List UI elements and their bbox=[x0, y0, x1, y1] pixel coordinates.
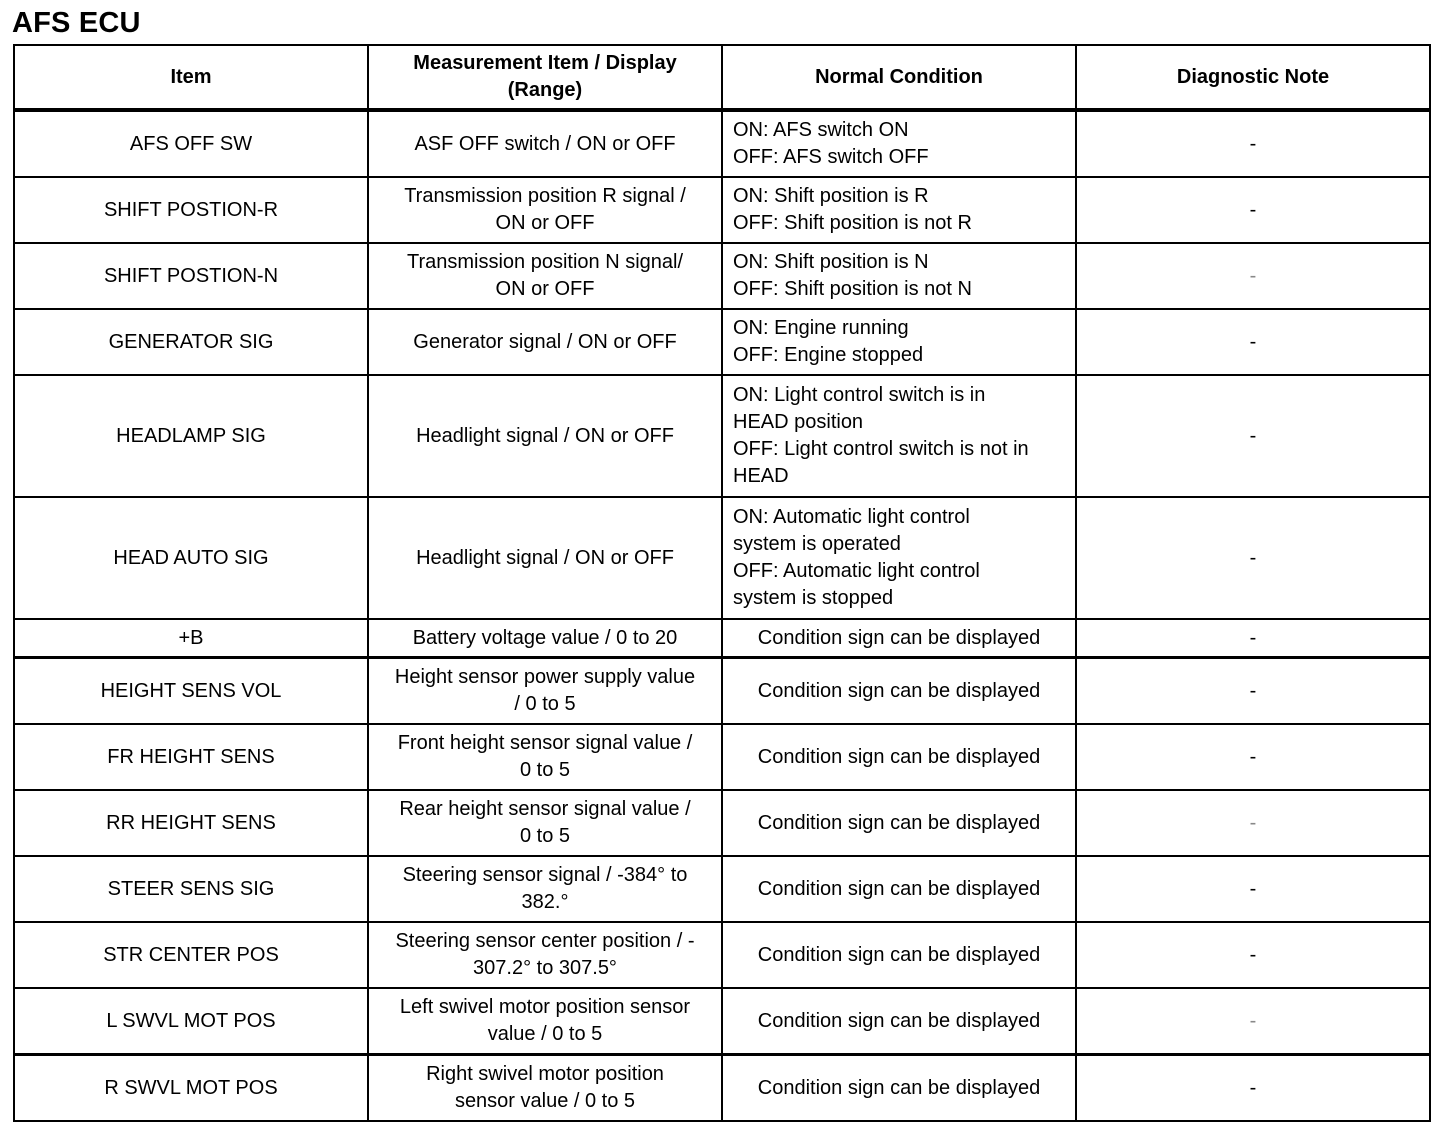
measurement-line: Battery voltage value / 0 to 20 bbox=[412, 626, 678, 649]
normal-condition-line: system is operated bbox=[733, 533, 901, 555]
cell-item: +B bbox=[14, 619, 368, 658]
cell-diagnostic-note: - bbox=[1076, 922, 1430, 988]
cell-diagnostic-note: - bbox=[1076, 110, 1430, 177]
normal-condition-line: Condition sign can be displayed bbox=[757, 1009, 1041, 1032]
cell-item: STEER SENS SIG bbox=[14, 856, 368, 922]
cell-item: SHIFT POSTION-R bbox=[14, 177, 368, 243]
table-row bbox=[14, 790, 1430, 856]
table-row bbox=[14, 375, 1430, 497]
normal-condition-line: OFF: Engine stopped bbox=[733, 344, 924, 366]
cell-normal-condition bbox=[722, 922, 1076, 988]
cell-item: HEADLAMP SIG bbox=[14, 375, 368, 497]
cell-item: STR CENTER POS bbox=[14, 922, 368, 988]
cell-diagnostic-note: - bbox=[1076, 177, 1430, 243]
table-row bbox=[14, 309, 1430, 375]
cell-diagnostic-note: - bbox=[1076, 658, 1430, 725]
normal-condition-line: ON: Automatic light control bbox=[733, 506, 970, 528]
normal-condition-line: ON: Light control switch is in bbox=[733, 384, 986, 406]
measurement-line: Headlight signal / ON or OFF bbox=[416, 424, 674, 447]
normal-condition-line: OFF: Shift position is not R bbox=[733, 212, 972, 234]
measurement-line: Steering sensor center position / - bbox=[395, 930, 695, 952]
cell-item: HEAD AUTO SIG bbox=[14, 497, 368, 619]
cell-measurement bbox=[368, 922, 722, 988]
normal-condition-line: ON: Engine running bbox=[733, 317, 909, 339]
table-row bbox=[14, 177, 1430, 243]
cell-measurement bbox=[368, 375, 722, 497]
cell-normal-condition bbox=[722, 619, 1076, 658]
cell-normal-condition bbox=[722, 790, 1076, 856]
cell-item: GENERATOR SIG bbox=[14, 309, 368, 375]
measurement-line: ON or OFF bbox=[495, 212, 595, 234]
cell-item: SHIFT POSTION-N bbox=[14, 243, 368, 309]
cell-item: FR HEIGHT SENS bbox=[14, 724, 368, 790]
cell-normal-condition bbox=[722, 309, 1076, 375]
normal-condition-line: Condition sign can be displayed bbox=[757, 943, 1041, 966]
cell-item: AFS OFF SW bbox=[14, 110, 368, 177]
normal-condition-line: OFF: Automatic light control bbox=[733, 560, 980, 582]
normal-condition-line: HEAD bbox=[733, 465, 789, 487]
table-row bbox=[14, 724, 1430, 790]
cell-measurement bbox=[368, 177, 722, 243]
header-item: Item bbox=[14, 45, 368, 110]
measurement-line: Transmission position R signal / bbox=[404, 185, 686, 207]
cell-item: RR HEIGHT SENS bbox=[14, 790, 368, 856]
cell-normal-condition bbox=[722, 724, 1076, 790]
cell-diagnostic-note: - bbox=[1076, 619, 1430, 658]
cell-normal-condition bbox=[722, 110, 1076, 177]
measurement-line: 0 to 5 bbox=[519, 759, 571, 781]
table-row bbox=[14, 658, 1430, 725]
normal-condition-line: OFF: AFS switch OFF bbox=[733, 146, 929, 168]
normal-condition-line: system is stopped bbox=[733, 587, 894, 609]
normal-condition-line: Condition sign can be displayed bbox=[757, 1076, 1041, 1099]
cell-diagnostic-note: - bbox=[1076, 724, 1430, 790]
measurement-line: Right swivel motor position bbox=[426, 1063, 664, 1085]
cell-normal-condition bbox=[722, 497, 1076, 619]
normal-condition-line: HEAD position bbox=[733, 411, 864, 433]
normal-condition-line: OFF: Light control switch is not in bbox=[733, 438, 1029, 460]
data-list-table bbox=[13, 44, 1431, 1122]
header-normal-condition: Normal Condition bbox=[722, 45, 1076, 110]
table-row bbox=[14, 856, 1430, 922]
cell-normal-condition bbox=[722, 177, 1076, 243]
table-row bbox=[14, 497, 1430, 619]
normal-condition-line: ON: Shift position is N bbox=[733, 251, 929, 273]
cell-measurement bbox=[368, 856, 722, 922]
cell-measurement bbox=[368, 110, 722, 177]
header-measurement-line2: (Range) bbox=[507, 79, 583, 101]
cell-measurement bbox=[368, 1055, 722, 1122]
cell-measurement bbox=[368, 243, 722, 309]
measurement-line: Steering sensor signal / -384° to bbox=[402, 864, 688, 886]
cell-measurement bbox=[368, 724, 722, 790]
cell-normal-condition bbox=[722, 243, 1076, 309]
cell-normal-condition bbox=[722, 856, 1076, 922]
normal-condition-line: Condition sign can be displayed bbox=[757, 745, 1041, 768]
table-row bbox=[14, 243, 1430, 309]
table-row bbox=[14, 619, 1430, 658]
cell-normal-condition bbox=[722, 375, 1076, 497]
measurement-line: Front height sensor signal value / bbox=[397, 732, 693, 754]
measurement-line: Left swivel motor position sensor bbox=[399, 996, 691, 1018]
table-row bbox=[14, 988, 1430, 1055]
cell-item: L SWVL MOT POS bbox=[14, 988, 368, 1055]
measurement-line: Transmission position N signal/ bbox=[406, 251, 684, 273]
cell-diagnostic-note: - bbox=[1076, 790, 1430, 856]
measurement-line: ASF OFF switch / ON or OFF bbox=[414, 132, 676, 155]
cell-measurement bbox=[368, 790, 722, 856]
measurement-line: Height sensor power supply value bbox=[394, 666, 696, 688]
table-row bbox=[14, 922, 1430, 988]
table-body bbox=[14, 110, 1430, 1121]
cell-normal-condition bbox=[722, 658, 1076, 725]
measurement-line: sensor value / 0 to 5 bbox=[454, 1090, 636, 1112]
cell-measurement bbox=[368, 988, 722, 1055]
cell-item: HEIGHT SENS VOL bbox=[14, 658, 368, 725]
cell-diagnostic-note: - bbox=[1076, 497, 1430, 619]
cell-normal-condition bbox=[722, 988, 1076, 1055]
table-header-row bbox=[14, 45, 1430, 110]
measurement-line: Headlight signal / ON or OFF bbox=[416, 546, 674, 569]
measurement-line: value / 0 to 5 bbox=[487, 1023, 603, 1045]
cell-item: R SWVL MOT POS bbox=[14, 1055, 368, 1122]
cell-measurement bbox=[368, 658, 722, 725]
header-measurement-line1: Measurement Item / Display bbox=[413, 52, 677, 74]
page-title: AFS ECU bbox=[12, 7, 141, 39]
normal-condition-line: Condition sign can be displayed bbox=[757, 877, 1041, 900]
header-diagnostic-note: Diagnostic Note bbox=[1076, 45, 1430, 110]
measurement-line: ON or OFF bbox=[495, 278, 595, 300]
cell-measurement bbox=[368, 497, 722, 619]
cell-diagnostic-note: - bbox=[1076, 856, 1430, 922]
measurement-line: 382.° bbox=[521, 891, 569, 913]
table-row bbox=[14, 1055, 1430, 1122]
header-measurement bbox=[368, 45, 722, 110]
cell-diagnostic-note: - bbox=[1076, 309, 1430, 375]
normal-condition-line: ON: AFS switch ON bbox=[733, 119, 909, 141]
cell-diagnostic-note: - bbox=[1076, 243, 1430, 309]
measurement-line: Rear height sensor signal value / bbox=[399, 798, 691, 820]
cell-diagnostic-note: - bbox=[1076, 988, 1430, 1055]
measurement-line: 307.2° to 307.5° bbox=[473, 957, 617, 979]
measurement-line: Generator signal / ON or OFF bbox=[413, 330, 677, 353]
normal-condition-line: ON: Shift position is R bbox=[733, 185, 929, 207]
cell-diagnostic-note: - bbox=[1076, 1055, 1430, 1122]
cell-measurement bbox=[368, 619, 722, 658]
normal-condition-line: Condition sign can be displayed bbox=[757, 811, 1041, 834]
cell-normal-condition bbox=[722, 1055, 1076, 1122]
cell-diagnostic-note: - bbox=[1076, 375, 1430, 497]
cell-measurement bbox=[368, 309, 722, 375]
measurement-line: / 0 to 5 bbox=[514, 693, 576, 715]
table-row bbox=[14, 110, 1430, 177]
measurement-line: 0 to 5 bbox=[519, 825, 571, 847]
normal-condition-line: Condition sign can be displayed bbox=[757, 679, 1041, 702]
normal-condition-line: Condition sign can be displayed bbox=[757, 626, 1041, 649]
normal-condition-line: OFF: Shift position is not N bbox=[733, 278, 972, 300]
